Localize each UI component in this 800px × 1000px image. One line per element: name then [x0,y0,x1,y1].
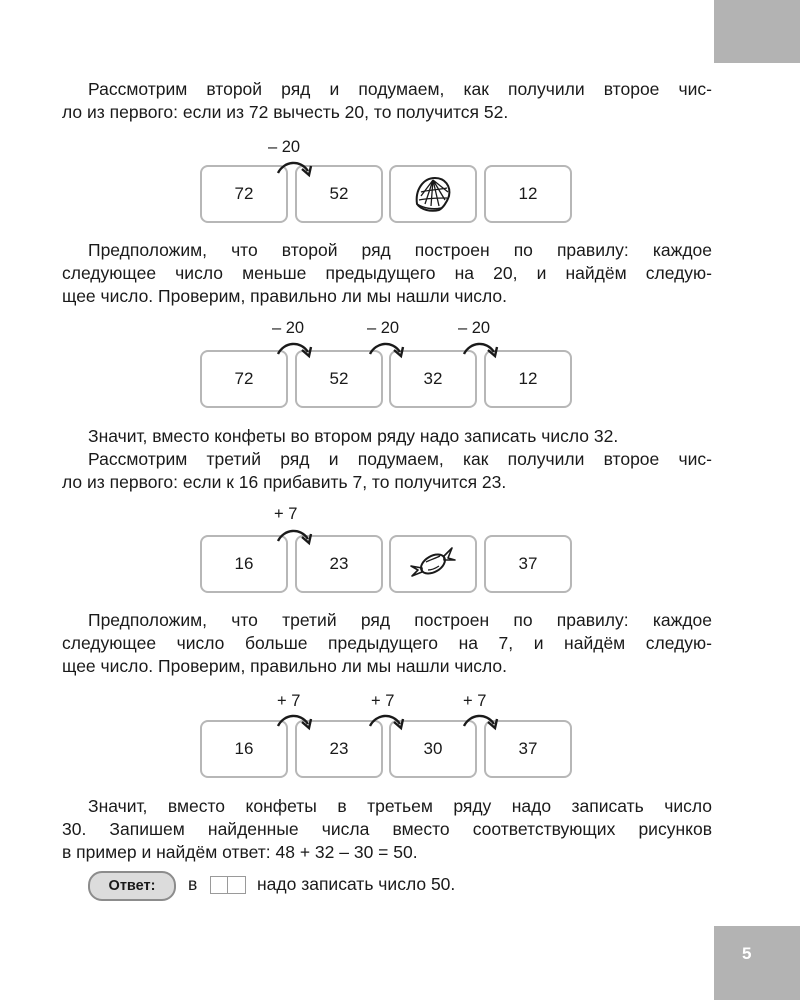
text-line: Значит, вместо конфеты во втором ряду надо записать число 32. [88,426,619,446]
text-line: 30. Запишем найденные числа вместо соответствующих рисунков [62,819,712,839]
operation-label: + 7 [463,692,487,710]
operation-label: – 20 [458,319,491,337]
text-line: щее число. Проверим, правильно ли мы нашли число. [62,286,508,306]
paragraph-1 [62,78,712,124]
number-cell: 32 [389,350,477,408]
number-cell: 37 [484,720,572,778]
number-cell: 23 [295,535,383,593]
text-line: Рассмотрим второй ряд и подумаем, как получили второе чис- [88,79,712,99]
number-cell: 12 [484,165,572,223]
page-number-tab [714,926,800,1000]
text-line: щее число. Проверим, правильно ли мы нашли число. [62,656,508,676]
answer-text: надо записать число 50. [257,874,456,894]
arrow-icon [462,338,502,362]
arrow-icon [276,710,316,734]
number-row-2 [200,319,573,410]
text-line: Предположим, что второй ряд построен по правилу: каждое [88,240,712,260]
candy-cell [389,165,477,223]
candy-cell [389,535,477,593]
number-row-3 [200,505,573,595]
number-cell: 12 [484,350,572,408]
operation-label: + 7 [371,692,395,710]
arrow-icon [368,710,408,734]
paragraph-4 [62,609,712,678]
operation-label: – 20 [272,319,305,337]
answer-box [210,876,246,894]
arrow-icon [276,525,316,549]
arrow-icon [462,710,502,734]
operation-label: – 20 [268,138,301,156]
text-line: ло из первого: если из 72 вычесть 20, то получится 52. [62,102,509,122]
text-line: следующее число меньше предыдущего на 20, и найдём следую- [62,263,712,283]
arrow-icon [276,157,316,181]
number-row-4 [200,692,573,780]
number-cell: 72 [200,350,288,408]
text-line: следующее число больше предыдущего на 7, и найдём следую- [62,633,712,653]
operation-label: + 7 [274,505,298,523]
number-cell: 52 [295,350,383,408]
number-row-1 [200,138,573,225]
text-line: в пример и найдём ответ: 48 + 32 – 30 = 50. [62,842,418,862]
paragraph-2 [62,239,712,308]
corner-tab [714,0,800,63]
text-line: Рассмотрим третий ряд и подумаем, как получили второе чис- [88,449,712,469]
answer-badge: Ответ: [88,871,176,901]
number-cell: 16 [200,535,288,593]
number-cell: 16 [200,720,288,778]
operation-label: + 7 [277,692,301,710]
number-cell: 72 [200,165,288,223]
paragraph-5 [62,795,712,864]
arrow-icon [368,338,408,362]
number-cell: 37 [484,535,572,593]
number-cell: 23 [295,720,383,778]
number-cell: 30 [389,720,477,778]
page-number: 5 [742,944,752,963]
arrow-icon [276,338,316,362]
answer-prefix: в [188,874,198,894]
text-line: Значит, вместо конфеты в третьем ряду надо записать число [88,796,712,816]
number-cell: 52 [295,165,383,223]
text-line: ло из первого: если к 16 прибавить 7, то получится 23. [62,472,507,492]
candy-wrapped-icon [408,540,458,588]
text-line: Предположим, что третий ряд построен по правилу: каждое [88,610,712,630]
candy-round-icon [409,170,457,218]
paragraph-3 [62,425,712,494]
operation-label: – 20 [367,319,400,337]
